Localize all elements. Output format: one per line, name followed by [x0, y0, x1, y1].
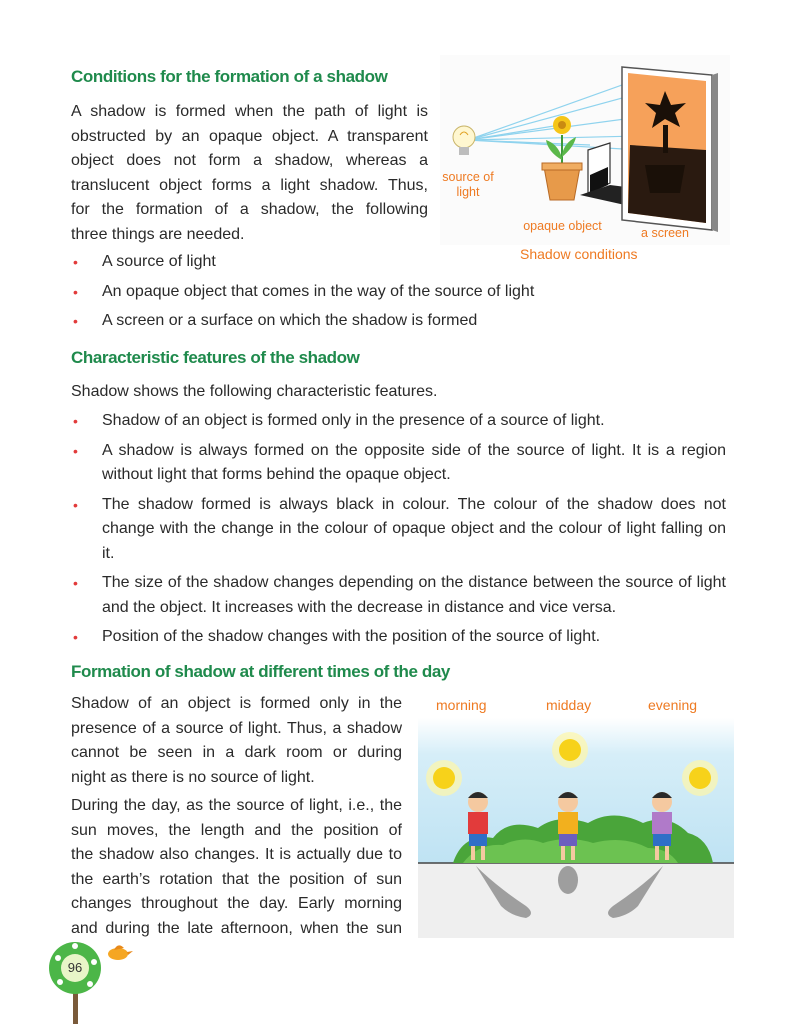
list-item-text: The size of the shadow changes depending on the distance between the source of light and the object. It increases with the decrease in distance and vice versa. — [102, 574, 726, 616]
bird-illustration — [106, 942, 134, 962]
section-heading-conditions: Conditions for the formation of a shadow — [71, 67, 388, 86]
times-of-day-figure — [418, 718, 734, 938]
screen-illustration — [622, 67, 718, 232]
list-item — [71, 439, 726, 488]
para-line: presence of a source of light. Thus, a shadow — [71, 719, 402, 737]
label-a-screen: a screen — [641, 226, 689, 240]
bullet-icon: • — [73, 413, 78, 429]
figure-caption-shadow-conditions: Shadow conditions — [520, 246, 638, 262]
page-number: 96 — [67, 960, 83, 975]
para-line: and during the late afternoon, when the sun — [71, 919, 402, 937]
label-opaque-object: opaque object — [523, 219, 602, 233]
sun-icon-evening — [682, 760, 718, 796]
times-paragraph-1 — [71, 692, 402, 790]
list-item-text: A screen or a surface on which the shadow is formed — [102, 312, 478, 329]
shadow-conditions-figure — [440, 55, 730, 270]
label-source-of-light: source of light — [442, 170, 494, 199]
section-heading-characteristics: Characteristic features of the shadow — [71, 348, 360, 367]
page-number-badge — [46, 940, 106, 1024]
list-item — [71, 493, 726, 567]
sun-icon-morning — [426, 760, 462, 796]
label-morning: morning — [436, 697, 487, 713]
list-item — [71, 309, 726, 334]
list-item-text: Position of the shadow changes with the position of the source of light. — [102, 628, 601, 645]
bullet-icon: • — [73, 442, 78, 459]
intro-line: for the formation of a shadow, the following — [71, 201, 428, 218]
list-item — [71, 280, 726, 305]
shadow-conditions-illustration — [440, 55, 730, 245]
list-item — [71, 571, 726, 620]
bullet-icon: • — [73, 283, 78, 300]
intro-line: obstructed by an opaque object. A transparent — [71, 127, 428, 145]
list-item — [71, 409, 726, 434]
label-evening: evening — [648, 697, 698, 713]
section-heading-times-of-day: Formation of shadow at different times of the day — [71, 662, 450, 681]
bullet-icon: • — [73, 496, 78, 513]
characteristics-list — [71, 409, 726, 655]
para-line: cannot be seen in a dark room or during — [71, 744, 402, 761]
list-item-text: A shadow is always formed on the opposite side of the source of light. It is a region without light that forms behind the opaque object. — [102, 441, 726, 483]
bullet-icon: • — [73, 313, 78, 329]
bird-icon — [106, 942, 134, 967]
intro-line: object does not form a shadow, whereas a — [71, 152, 428, 169]
intro-line: A shadow is formed when the path of light is — [71, 103, 428, 120]
times-of-day-illustration — [418, 718, 734, 938]
list-item-text: An opaque object that comes in the way of the source of light — [102, 282, 535, 300]
para-line: the shadow also changes. It is actually due to — [71, 846, 402, 863]
intro-line: three things are needed. — [71, 225, 245, 243]
tree-icon — [46, 940, 106, 1024]
list-item-text: The shadow formed is always black in colour. The colour of the shadow does not change with the change in the colour of opaque object and the colour of light falling on it. — [102, 495, 726, 562]
label-midday: midday — [546, 697, 592, 713]
para-line: changes throughout the day. Early morning — [71, 895, 402, 912]
para-line: Shadow of an object is formed only in the — [71, 695, 402, 712]
bullet-icon: • — [73, 575, 78, 591]
list-item-text: A source of light — [102, 253, 216, 270]
sun-icon-midday — [552, 732, 588, 768]
conditions-intro-paragraph — [71, 100, 428, 247]
para-line: sun moves, the length and the position of — [71, 821, 402, 839]
intro-line: translucent object forms a light shadow. Thus, — [71, 176, 428, 194]
para-line: the earth’s rotation that the position of sun — [71, 870, 402, 888]
bullet-icon: • — [73, 629, 78, 645]
list-item — [71, 625, 726, 650]
para-line: During the day, as the source of light, i.e., the — [71, 797, 402, 814]
bullet-icon: • — [73, 254, 78, 270]
para-line: night as there is no source of light. — [71, 768, 315, 786]
list-item-text: Shadow of an object is formed only in the presence of a source of light. — [102, 412, 605, 429]
characteristics-intro: Shadow shows the following characteristic features. — [71, 383, 438, 400]
times-paragraph-2 — [71, 794, 402, 941]
